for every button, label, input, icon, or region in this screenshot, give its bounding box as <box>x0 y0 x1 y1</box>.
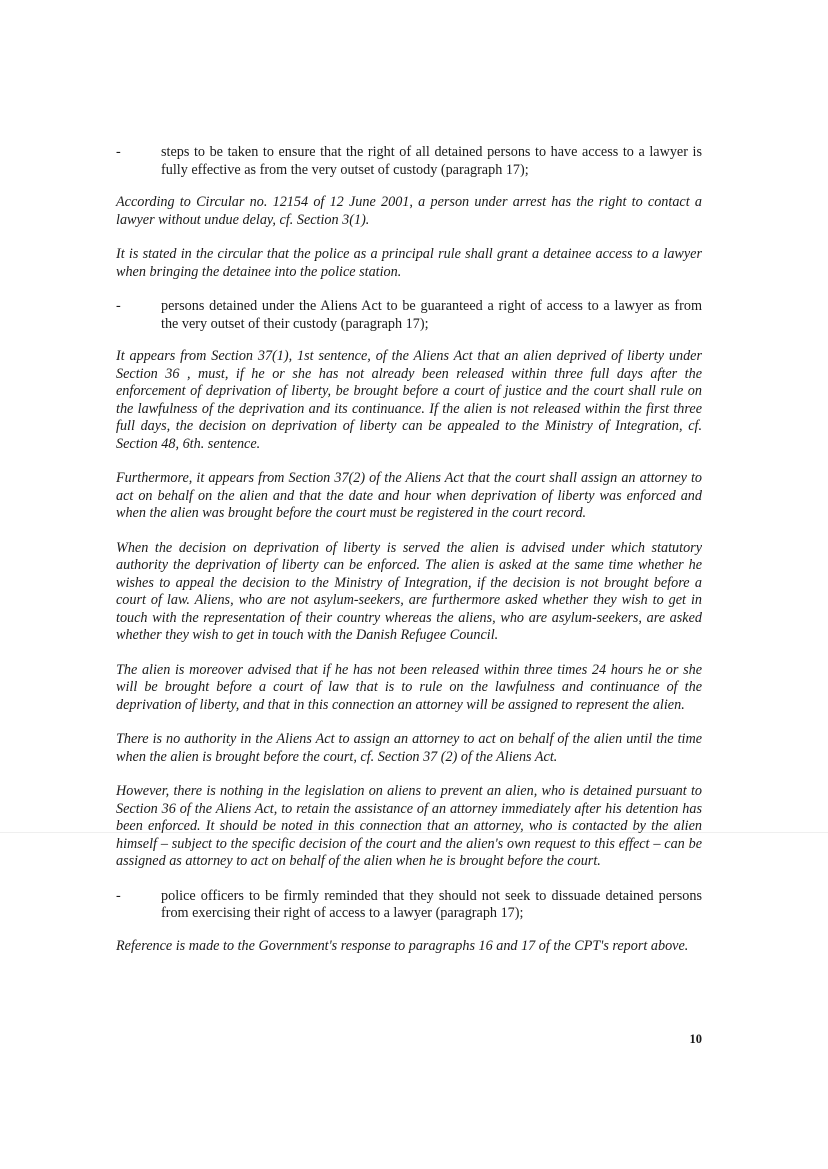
recommendation-text: police officers to be firmly reminded that they should not seek to dissuade detained persons from exercising their right of access to a lawyer (paragraph 17); <box>161 887 702 921</box>
response-paragraph: Reference is made to the Government's response to paragraphs 16 and 17 of the CPT's report above. <box>116 937 689 954</box>
bullet-dash: - <box>116 298 121 314</box>
response-paragraph: Furthermore, it appears from Section 37(2) of the Aliens Act that the court shall assign an attorney to act on behalf on the alien and that the date and hour when deprivation of liberty was enforced and when the alien was brought before the court must be registered in the court record. <box>116 470 702 521</box>
response-paragraph: According to Circular no. 12154 of 12 June 2001, a person under arrest has the right to contact a lawyer without undue delay, cf. Section 3(1). <box>116 194 702 228</box>
recommendation-bullet <box>116 888 702 923</box>
response-paragraph: There is no authority in the Aliens Act to assign an attorney to act on behalf of the alien until the time when the alien is brought before the court, cf. Section 37 (2) of the Aliens Act. <box>116 731 702 765</box>
response-paragraph: When the decision on deprivation of liberty is served the alien is advised under which statutory authority the deprivation of liberty can be enforced. The alien is asked at the same time whether he wishes to appeal the decision to the Ministry of Integration, if the decision is not brought before a court of law. Aliens, who are not asylum-seekers, are furthermore asked whether they wish to get in touch with the representation of their country whereas the aliens, who are asylum-seekers, are asked whether they wish to get in touch with the Danish Refugee Council. <box>116 539 702 643</box>
bullet-dash: - <box>116 887 121 904</box>
response-paragraph: The alien is moreover advised that if he has not been released within three times 24 hours he or she will be brought before a court of law that is to rule on the lawfulness and continuance of the deprivation of liberty, and that in this connection an attorney will be assigned to represent the alien. <box>116 661 702 713</box>
bullet-dash: - <box>116 144 121 160</box>
page-number: 10 <box>689 1032 702 1046</box>
response-paragraph: However, there is nothing in the legislation on aliens to prevent an alien, who is detained pursuant to Section 36 of the Aliens Act, to retain the assistance of an attorney immediately after his detention has been enforced. It should be noted in this connection that an attorney, who is contacted by the alien himself – subject to the specific decision of the court and the alien's own request to this effect – can be assigned as attorney to act on behalf of the alien when he is brought before the court. <box>116 783 702 869</box>
recommendation-text: steps to be taken to ensure that the right of all detained persons to have access to a lawyer is fully effective as from the very outset of custody (paragraph 17); <box>161 144 702 178</box>
recommendation-bullet <box>116 298 702 333</box>
recommendation-bullet <box>116 144 702 179</box>
recommendation-text: persons detained under the Aliens Act to be guaranteed a right of access to a lawyer as from the very outset of their custody (paragraph 17); <box>161 298 702 332</box>
page-body <box>116 144 702 972</box>
response-paragraph: It appears from Section 37(1), 1st sentence, of the Aliens Act that an alien deprived of liberty under Section 36 , must, if he or she has not already been released within three full days after the enforcement of deprivation of liberty, be brought before a court of justice and the court shall rule on the lawfulness of the deprivation and its continuance. If the alien is not released within the first three full days, the decision on deprivation of liberty can be appealed to the Ministry of Integration, cf. Section 48, 6th. sentence. <box>116 348 702 452</box>
response-paragraph: It is stated in the circular that the police as a principal rule shall grant a detainee access to a lawyer when bringing the detainee into the police station. <box>116 246 702 280</box>
